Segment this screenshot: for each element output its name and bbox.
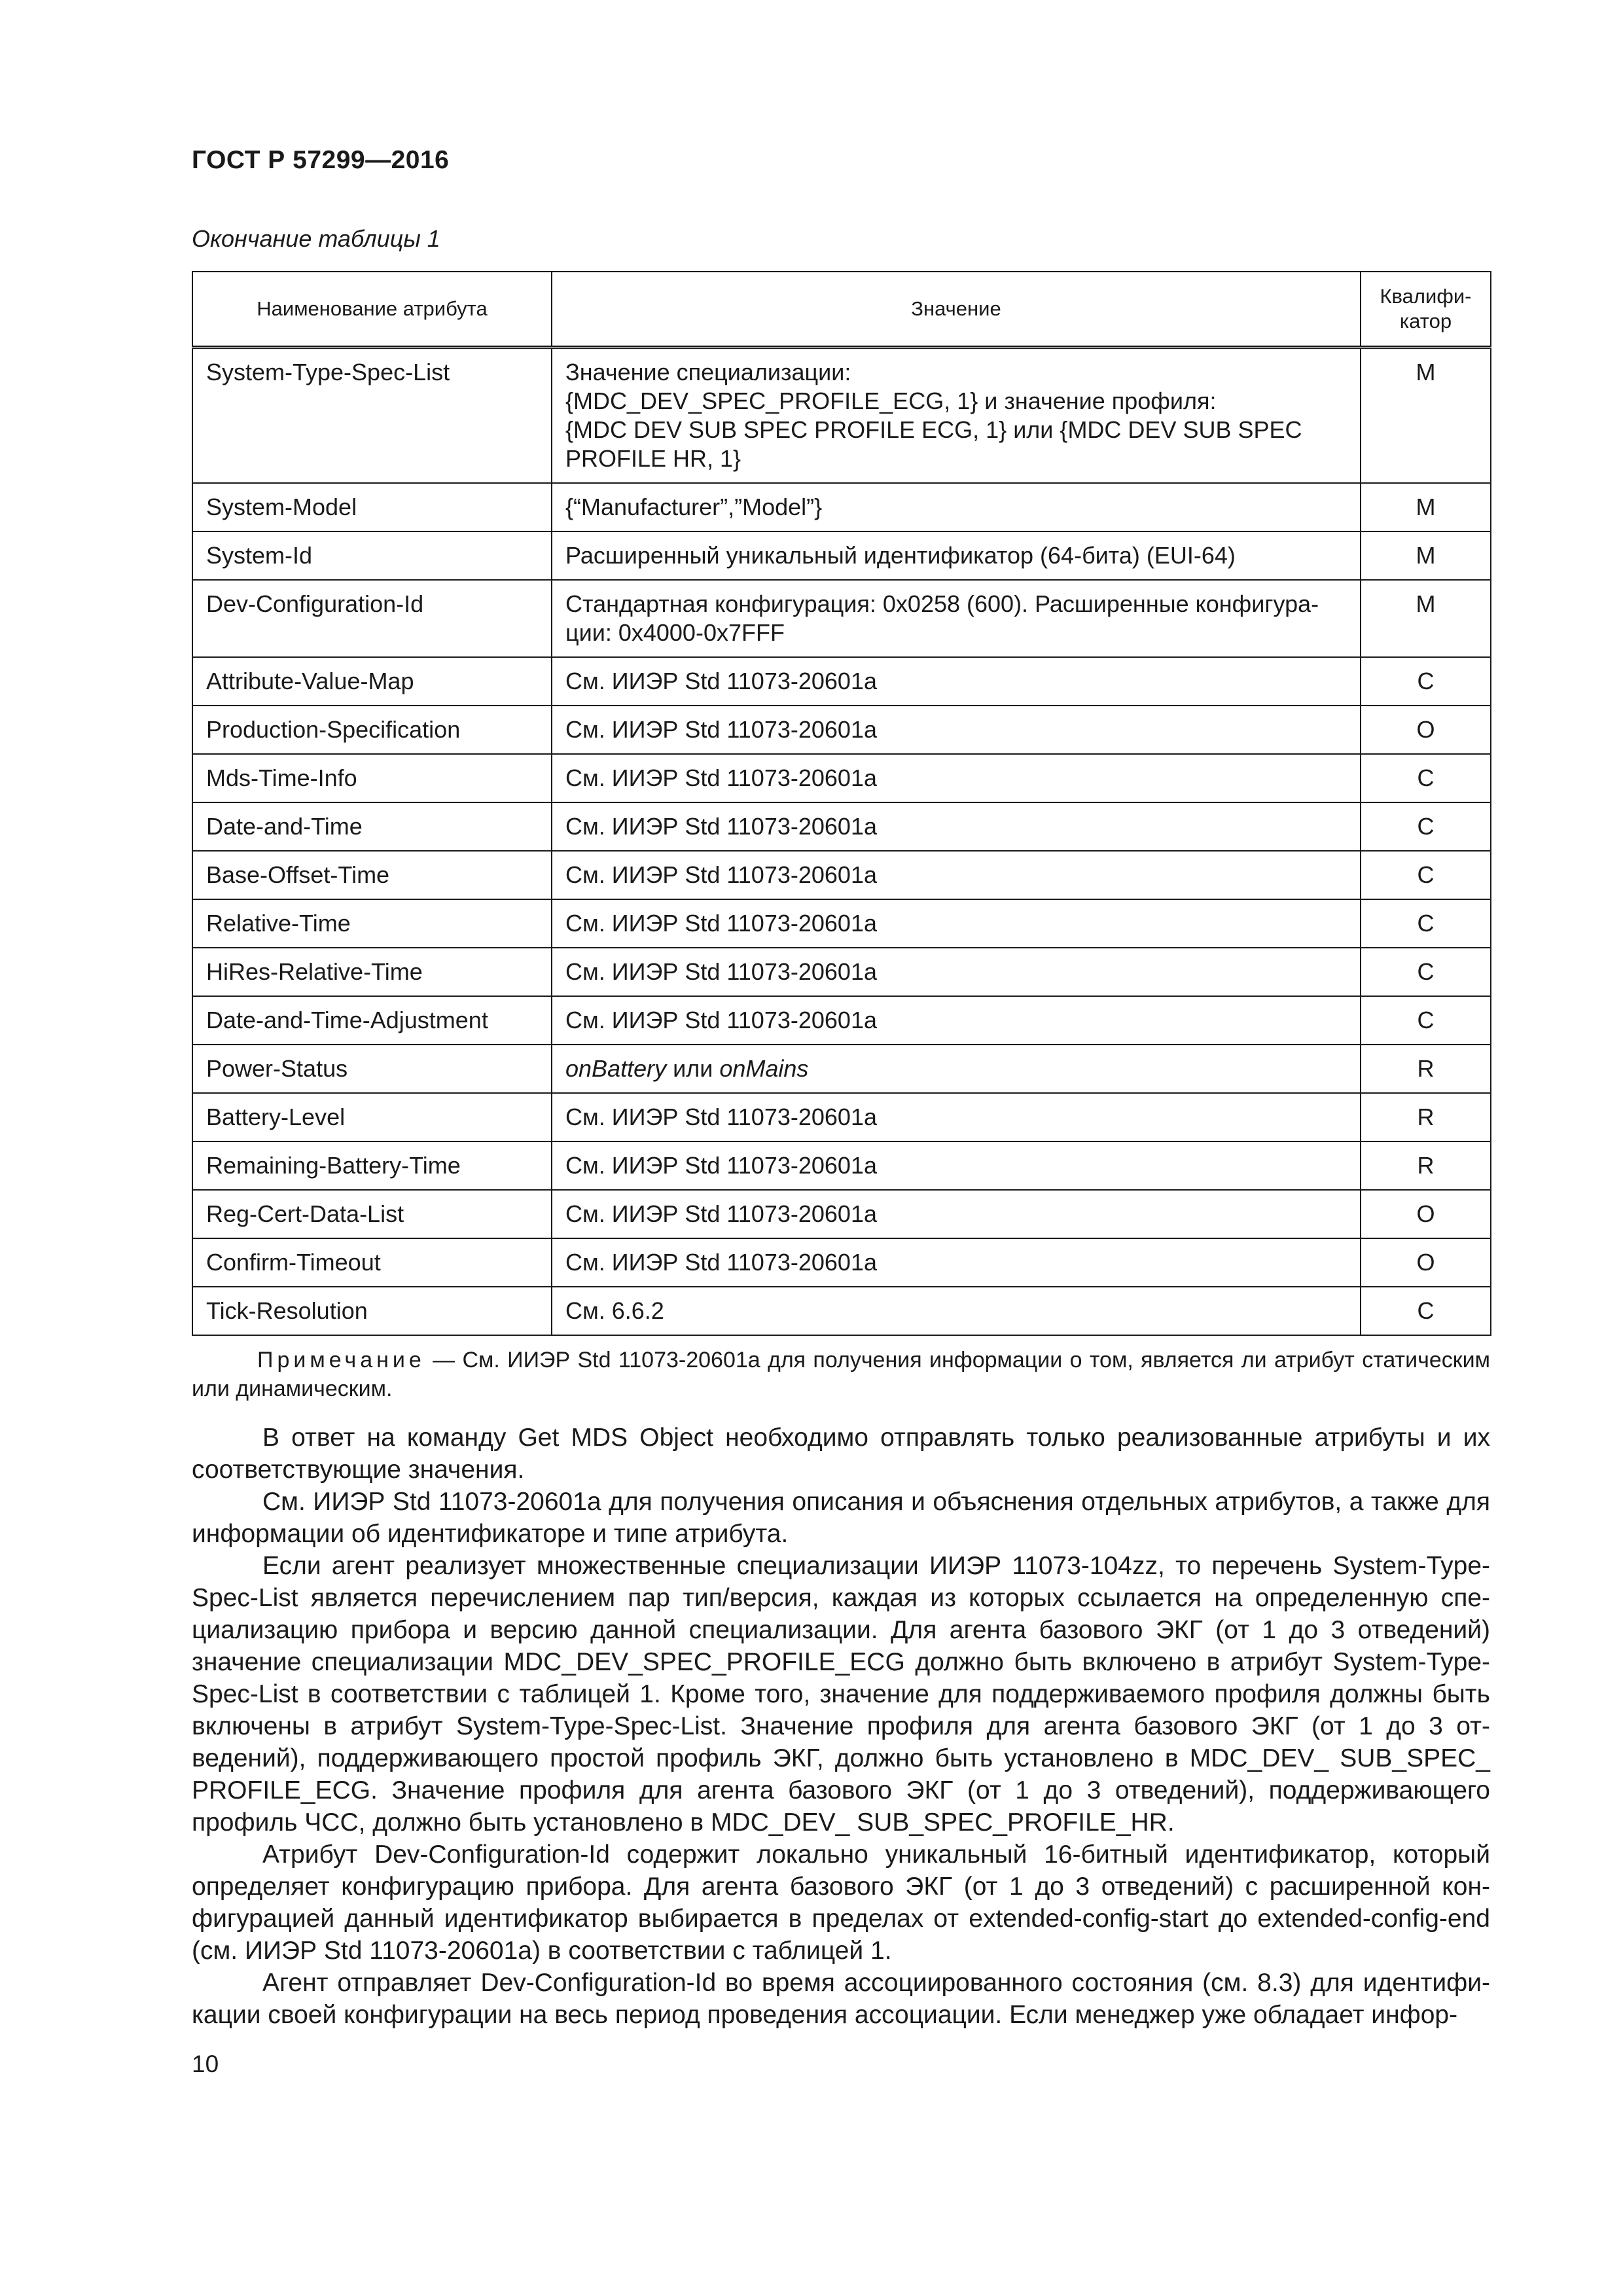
value-connector: или: [666, 1055, 720, 1082]
attribute-value-cell: См. ИИЭР Std 11073-20601a: [552, 1093, 1361, 1141]
attribute-value-cell: См. ИИЭР Std 11073-20601a: [552, 851, 1361, 899]
qualifier-cell: O: [1361, 706, 1491, 754]
note-text: — См. ИИЭР Std 11073-20601a для получения информации о том, является ли атрибут статическим или динамическим.: [192, 1348, 1490, 1401]
attribute-value-cell: Расширенный уникальный идентификатор (64-бита) (EUI-64): [552, 531, 1361, 580]
header-value: Значение: [552, 272, 1361, 348]
table-row: [192, 1093, 1491, 1141]
qualifier-cell: C: [1361, 996, 1491, 1045]
attribute-name-cell: Relative-Time: [192, 899, 552, 948]
attribute-value-cell: См. 6.6.2: [552, 1287, 1361, 1335]
attribute-value-cell: См. ИИЭР Std 11073-20601a: [552, 899, 1361, 948]
table-row: [192, 899, 1491, 948]
attribute-value-cell: См. ИИЭР Std 11073-20601a: [552, 802, 1361, 851]
page-number: 10: [192, 2051, 219, 2077]
body-paragraph: Если агент реализует множественные специализации ИИЭР 11073-104zz, то перечень System-Type-Spec-List является перечислением пар тип/версия, каждая из которых ссылается на определенную спе-циализацию прибора и версию данной специализации. Для агента базового ЭКГ (от 1 до 3 отведений) значение специализации MDC_DEV_SPEC_PROFILE_ECG должно быть включено в атрибут System-Type-Spec-List в соответствии с таблицей 1. Кроме того, значение для поддерживаемого профиля должны быть включены в атрибут System-Type-Spec-List. Значение профиля для агента базового ЭКГ (от 1 до 3 от-ведений), поддерживающего простой профиль ЭКГ, должно быть установлено в MDC_DEV_ SUB_SPEC_ PROFILE_ECG. Значение профиля для агента базового ЭКГ (от 1 до 3 отведений), поддерживающего профиль ЧСС, должно быть установлено в MDC_DEV_ SUB_SPEC_PROFILE_HR.: [192, 1552, 1490, 1837]
table-row: [192, 531, 1491, 580]
attribute-value-cell: См. ИИЭР Std 11073-20601a: [552, 1141, 1361, 1190]
attribute-name-cell: Base-Offset-Time: [192, 851, 552, 899]
attribute-value-cell: См. ИИЭР Std 11073-20601a: [552, 706, 1361, 754]
body-paragraph: Атрибут Dev-Configuration-Id содержит локально уникальный 16-битный идентификатор, который определяет конфигурацию прибора. Для агента базового ЭКГ (от 1 до 3 отведений) с расширенной кон-фигурацией данный идентификатор выбирается в пределах от extended-config-start до extended-config-end (см. ИИЭР Std 11073-20601a) в соответствии с таблицей 1.: [192, 1840, 1490, 1965]
attribute-name-cell: Date-and-Time: [192, 802, 552, 851]
table-row: [192, 851, 1491, 899]
attribute-name-cell: Production-Specification: [192, 706, 552, 754]
attribute-value-cell: [552, 348, 1361, 484]
table-row: [192, 802, 1491, 851]
qualifier-cell: C: [1361, 1287, 1491, 1335]
attribute-name-cell: System-Id: [192, 531, 552, 580]
table-header-row: [192, 272, 1491, 348]
value-italic-term: onMains: [719, 1055, 809, 1082]
table-caption: Окончание таблицы 1: [192, 225, 440, 252]
attribute-name-cell: Date-and-Time-Adjustment: [192, 996, 552, 1045]
value-line: PROFILE HR, 1}: [565, 445, 741, 472]
body-paragraph: См. ИИЭР Std 11073-20601a для получения описания и объяснения отдельных атрибутов, а также для информации об идентификаторе и типе атрибута.: [192, 1488, 1490, 1548]
value-line: {MDC_DEV_SPEC_PROFILE_ECG, 1} и значение профиля:: [565, 387, 1217, 414]
qualifier-cell: M: [1361, 348, 1491, 484]
attribute-name-cell: Mds-Time-Info: [192, 754, 552, 802]
table-row: [192, 1141, 1491, 1190]
table-row: [192, 348, 1491, 484]
attribute-table: [192, 271, 1491, 1336]
attribute-value-cell: См. ИИЭР Std 11073-20601a: [552, 948, 1361, 996]
attribute-value-cell: См. ИИЭР Std 11073-20601a: [552, 1190, 1361, 1238]
header-qualifier-line: Квалифи-: [1380, 285, 1472, 308]
attribute-name-cell: System-Model: [192, 483, 552, 531]
qualifier-cell: O: [1361, 1238, 1491, 1287]
qualifier-cell: C: [1361, 754, 1491, 802]
value-italic-term: onBattery: [565, 1055, 667, 1082]
attribute-name-cell: Power-Status: [192, 1045, 552, 1093]
attribute-value-cell: [552, 1045, 1361, 1093]
qualifier-cell: R: [1361, 1141, 1491, 1190]
header-attribute-name: Наименование атрибута: [192, 272, 552, 348]
attribute-name-cell: Remaining-Battery-Time: [192, 1141, 552, 1190]
table-row: [192, 754, 1491, 802]
qualifier-cell: M: [1361, 580, 1491, 657]
body-paragraph: В ответ на команду Get MDS Object необходимо отправлять только реализованные атрибуты и их соответствующие значения.: [192, 1424, 1490, 1484]
qualifier-cell: R: [1361, 1093, 1491, 1141]
table-row: [192, 580, 1491, 657]
qualifier-cell: R: [1361, 1045, 1491, 1093]
table-row: [192, 948, 1491, 996]
attribute-value-cell: {“Manufacturer”,”Model”}: [552, 483, 1361, 531]
header-qualifier-line: катор: [1399, 310, 1452, 332]
attribute-value-cell: См. ИИЭР Std 11073-20601a: [552, 996, 1361, 1045]
table-row: [192, 996, 1491, 1045]
value-line: ции: 0x4000-0x7FFF: [565, 619, 785, 646]
table-row: [192, 1287, 1491, 1335]
attribute-name-cell: Reg-Cert-Data-List: [192, 1190, 552, 1238]
qualifier-cell: O: [1361, 1190, 1491, 1238]
attribute-value-cell: [552, 580, 1361, 657]
body-text: [192, 1422, 1490, 2031]
document-header: ГОСТ Р 57299—2016: [192, 146, 450, 174]
attribute-value-cell: См. ИИЭР Std 11073-20601a: [552, 754, 1361, 802]
qualifier-cell: M: [1361, 531, 1491, 580]
table-row: [192, 1045, 1491, 1093]
header-qualifier: [1361, 272, 1491, 348]
qualifier-cell: M: [1361, 483, 1491, 531]
qualifier-cell: C: [1361, 657, 1491, 706]
table-note: [192, 1346, 1490, 1403]
body-paragraph: Агент отправляет Dev-Configuration-Id во время ассоциированного состояния (см. 8.3) для идентифи-кации своей конфигурации на весь период проведения ассоциации. Если менеджер уже обладает инфор-: [192, 1969, 1490, 2029]
attribute-name-cell: Tick-Resolution: [192, 1287, 552, 1335]
value-line: Стандартная конфигурация: 0x0258 (600). Расширенные конфигура-: [565, 590, 1319, 617]
attribute-value-cell: См. ИИЭР Std 11073-20601a: [552, 657, 1361, 706]
table-row: [192, 1190, 1491, 1238]
table-row: [192, 657, 1491, 706]
value-line: {MDC DEV SUB SPEC PROFILE ECG, 1} или {MDC DEV SUB SPEC: [565, 416, 1302, 443]
note-label: Примечание: [257, 1348, 425, 1372]
attribute-name-cell: System-Type-Spec-List: [192, 348, 552, 484]
table-row: [192, 706, 1491, 754]
qualifier-cell: C: [1361, 851, 1491, 899]
attribute-value-cell: См. ИИЭР Std 11073-20601a: [552, 1238, 1361, 1287]
table-row: [192, 1238, 1491, 1287]
qualifier-cell: C: [1361, 899, 1491, 948]
table-row: [192, 483, 1491, 531]
attribute-name-cell: Battery-Level: [192, 1093, 552, 1141]
qualifier-cell: C: [1361, 802, 1491, 851]
qualifier-cell: C: [1361, 948, 1491, 996]
attribute-name-cell: Confirm-Timeout: [192, 1238, 552, 1287]
attribute-name-cell: HiRes-Relative-Time: [192, 948, 552, 996]
value-line: Значение специализации:: [565, 359, 851, 386]
attribute-name-cell: Dev-Configuration-Id: [192, 580, 552, 657]
attribute-name-cell: Attribute-Value-Map: [192, 657, 552, 706]
